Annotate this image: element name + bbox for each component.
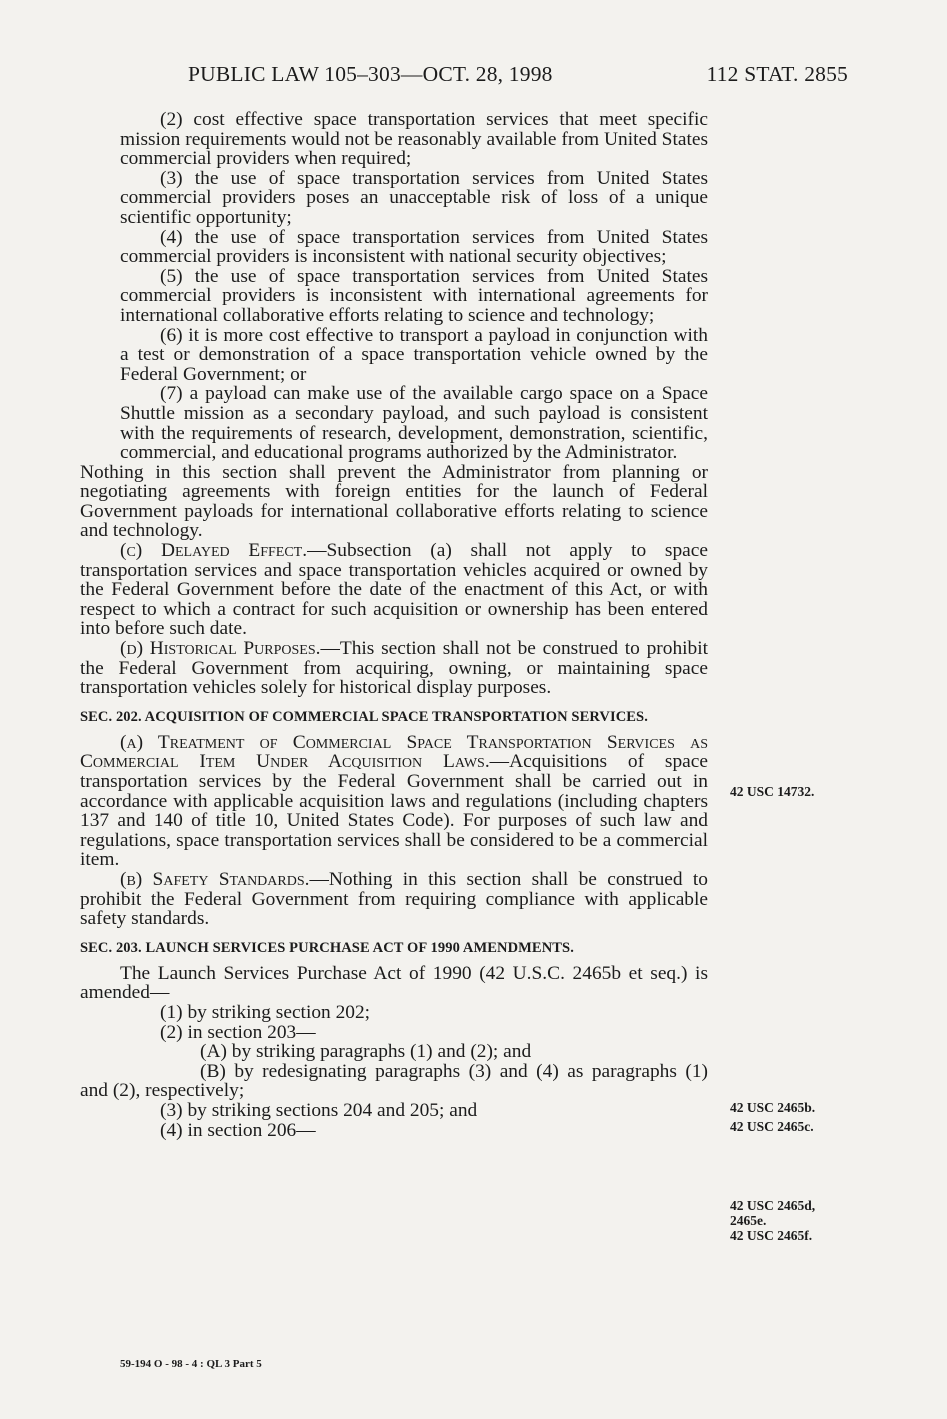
margin-note-2465b: 42 USC 2465b. (730, 1100, 816, 1115)
list-item: (B) by redesignating paragraphs (3) and (4) as paragraphs (1) and (2), respectively; (80, 1060, 708, 1102)
margin-note-14732: 42 USC 14732. (730, 784, 815, 799)
list-item: (7) a payload can make use of the available cargo space on a Space Shuttle mission as a secondary payload, and such payload is consistent with the requirements of research, development, demonstration, scientific, commercial, and educational programs authorized by the Administrator. (120, 383, 708, 464)
subsection-d-text: —This section shall not be construed to prohibit the Federal Government from acquiring, owning, or maintaining space transportation vehicles solely for historical display purposes. (80, 638, 708, 699)
section-203-intro: The Launch Services Purchase Act of 1990 (42 U.S.C. 2465b et seq.) is amended— (80, 962, 708, 1004)
list-item: (1) by striking section 202; (160, 1001, 371, 1023)
section-202-a-text: —Acquisitions of space transportation services by the Federal Government shall be carried out in accordance with applicable acquisition laws and regulations (including chapters 137 and 140 of title 10, United States Code). For purposes of such law and regulations, space transportation services shall be considered to be a commercial item. (80, 751, 708, 871)
section-203-heading: SEC. 203. LAUNCH SERVICES PURCHASE ACT OF 1990 AMENDMENTS. (80, 939, 574, 956)
subsection-d-label: (d) Historical Purposes. (120, 638, 321, 660)
list-item: (3) by striking sections 204 and 205; and (160, 1099, 478, 1121)
law-citation: PUBLIC LAW 105–303—OCT. 28, 1998 (188, 62, 553, 86)
margin-note-2465c: 42 USC 2465c. (730, 1119, 814, 1134)
list-item: (4) in section 206— (160, 1119, 316, 1141)
section-202-a-label: (a) Treatment of Commercial Space Transportation Services as Commercial Item Under Acquisition Laws. (80, 731, 708, 773)
margin-note-2465f: 42 USC 2465f. (730, 1228, 813, 1243)
section-202-heading: SEC. 202. ACQUISITION OF COMMERCIAL SPACE TRANSPORTATION SERVICES. (80, 708, 648, 725)
nothing-paragraph: Nothing in this section shall prevent the Administrator from planning or negotiating agreements with foreign entities for the launch of Federal Government payloads for international collaborative efforts relating to science and technology. (80, 461, 708, 542)
list-item: (3) the use of space transportation services from United States commercial providers poses an unacceptable risk of loss of a unique scientific opportunity; (120, 167, 708, 228)
subsection-c-label: (c) Delayed Effect. (120, 540, 308, 562)
list-item: (2) in section 203— (160, 1021, 316, 1043)
page-header (188, 62, 848, 88)
margin-note-2465d: 42 USC 2465d, 2465e. (730, 1198, 816, 1228)
subsection-d (80, 639, 708, 698)
print-code: 59-194 O - 98 - 4 : QL 3 Part 5 (120, 1358, 262, 1370)
list-item: (6) it is more cost effective to transport a payload in conjunction with a test or demonstration of a space transportation vehicle owned by the Federal Government; or (120, 324, 708, 385)
section-202-b-text: —Nothing in this section shall be construed to prohibit the Federal Government from requiring compliance with applicable safety standards. (80, 868, 708, 930)
section-202-a (80, 733, 708, 870)
subsection-c (80, 541, 708, 639)
list-item: (A) by striking paragraphs (1) and (2); and (200, 1041, 532, 1063)
section-202-b (80, 870, 708, 929)
subsection-c-text: —Subsection (a) shall not apply to space transportation services and space transportation vehicles acquired or owned by the Federal Government before the date of the enactment of this Act, or with respect to which a contract for such acquisition or ownership has been entered into before such date. (80, 540, 708, 640)
list-item: (4) the use of space transportation services from United States commercial providers is inconsistent with national security objectives; (120, 226, 708, 268)
document-body (80, 110, 708, 1140)
section-202-b-label: (b) Safety Standards. (120, 868, 310, 890)
list-item: (5) the use of space transportation services from United States commercial providers is inconsistent with international agreements for international collaborative efforts relating to science and technology; (120, 265, 708, 326)
list-item: (2) cost effective space transportation services that meet specific mission requirements would not be reasonably available from United States commercial providers when required; (120, 109, 708, 170)
statute-page: 112 STAT. 2855 (706, 62, 848, 86)
